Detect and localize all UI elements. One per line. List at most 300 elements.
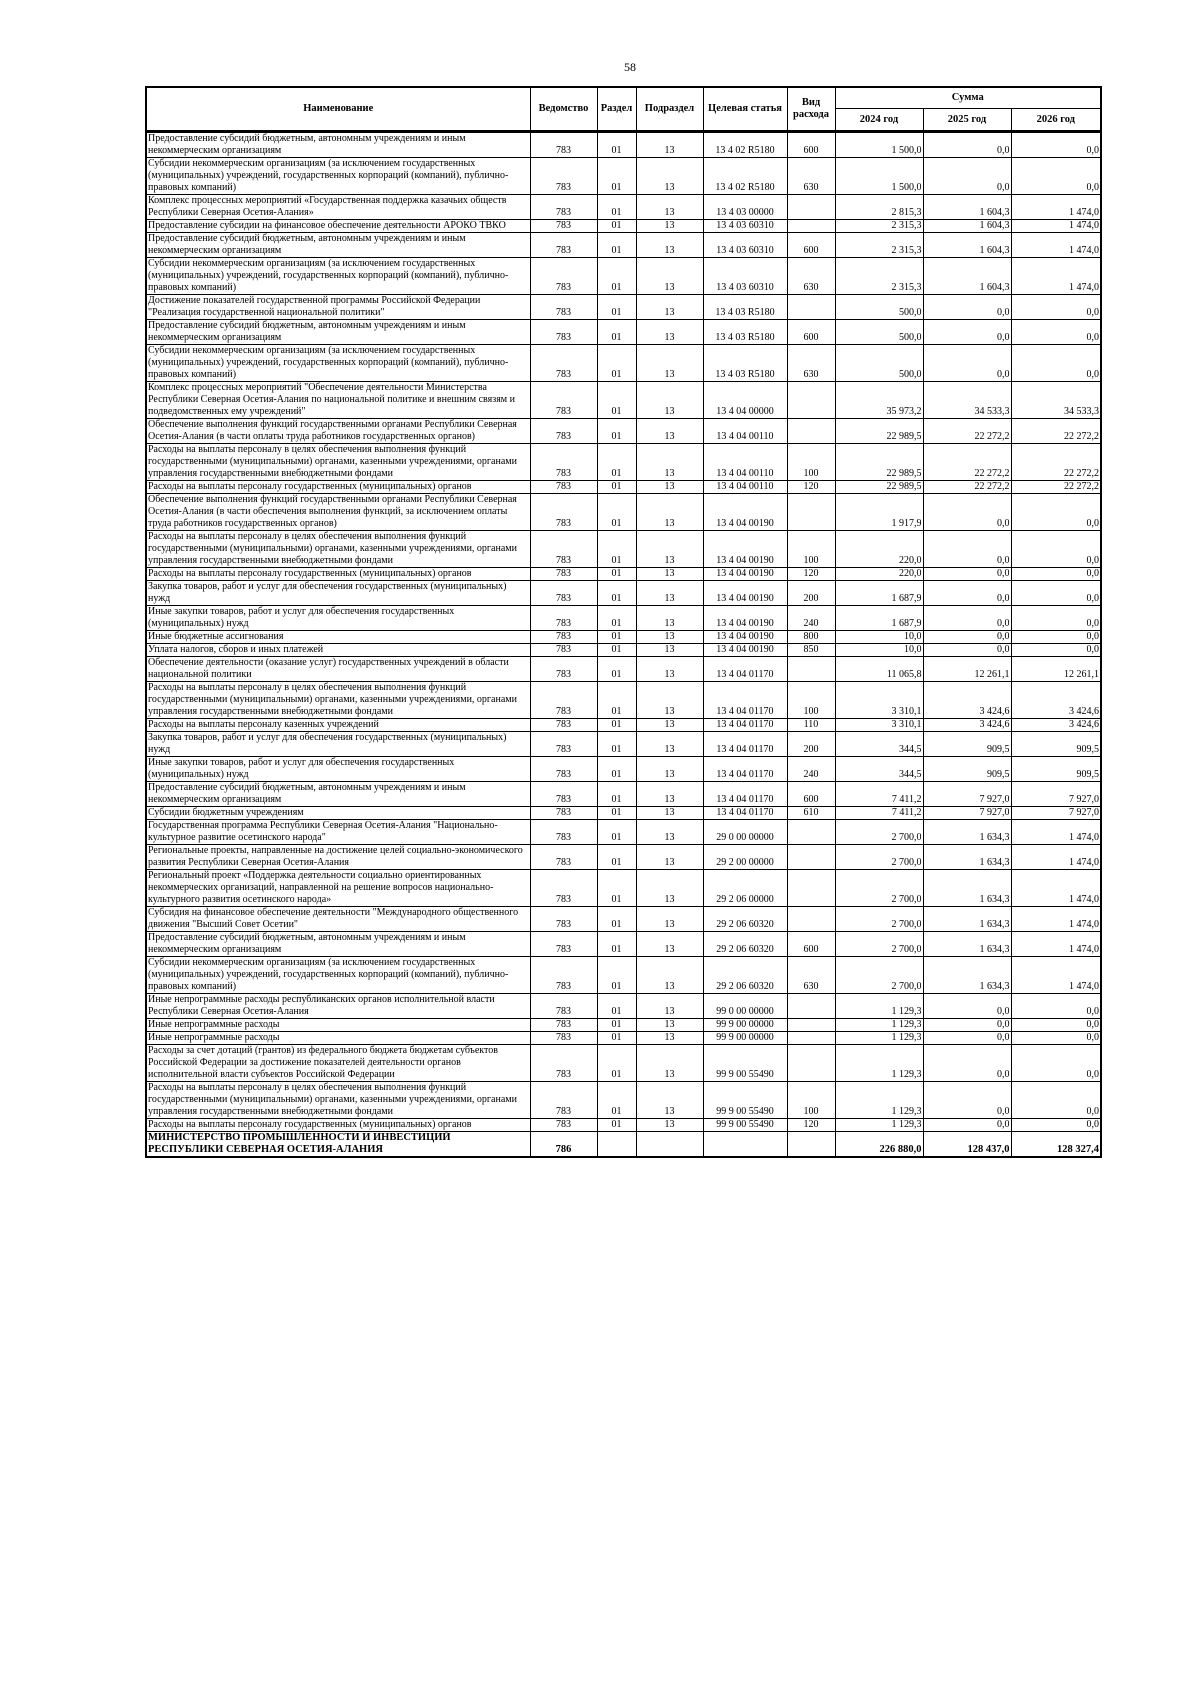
row-tselevaya: 13 4 02 R5180 [703,132,787,158]
row-sum-2024: 1 129,3 [835,994,923,1019]
row-podrazdel: 13 [636,732,703,757]
table-row [146,233,1101,258]
row-sum-2025: 0,0 [923,1119,1011,1132]
row-vedomstvo: 783 [530,233,597,258]
table-row [146,1045,1101,1082]
row-podrazdel: 13 [636,494,703,531]
row-tselevaya: 13 4 03 60310 [703,258,787,295]
row-tselevaya: 13 4 02 R5180 [703,158,787,195]
row-sum-2025: 7 927,0 [923,807,1011,820]
row-vid: 630 [787,957,835,994]
row-vedomstvo: 783 [530,845,597,870]
row-tselevaya: 99 9 00 00000 [703,1019,787,1032]
row-vid: 600 [787,932,835,957]
row-name: Субсидии бюджетным учреждениям [146,807,530,820]
row-razdel: 01 [597,757,636,782]
row-tselevaya: 29 2 00 00000 [703,845,787,870]
row-tselevaya: 13 4 04 00110 [703,444,787,481]
row-vid: 200 [787,581,835,606]
row-sum-2025: 0,0 [923,994,1011,1019]
row-vid [787,907,835,932]
table-row [146,220,1101,233]
row-tselevaya: 13 4 03 R5180 [703,345,787,382]
row-name: Расходы на выплаты персоналу в целях обеспечения выполнения функций государственными (муниципальными) органами, казенными учреждениями, органами управления государственными внебюджетными фондами [146,682,530,719]
row-sum-2024: 1 687,9 [835,606,923,631]
row-sum-2024: 11 065,8 [835,657,923,682]
row-tselevaya: 13 4 03 00000 [703,195,787,220]
row-sum-2026: 1 474,0 [1011,907,1101,932]
row-sum-2024: 1 687,9 [835,581,923,606]
row-razdel: 01 [597,845,636,870]
row-podrazdel: 13 [636,220,703,233]
row-vid [787,870,835,907]
row-podrazdel: 13 [636,568,703,581]
row-vid [787,1045,835,1082]
row-name: Расходы на выплаты персоналу казенных учреждений [146,719,530,732]
row-podrazdel: 13 [636,644,703,657]
row-razdel: 01 [597,158,636,195]
row-name: Обеспечение выполнения функций государственными органами Республики Северная Осетия-Алания (в части обеспечения выполнения функций, за исключением оплаты труда работников государственных органов) [146,494,530,531]
row-sum-2024: 1 129,3 [835,1082,923,1119]
row-vedomstvo: 783 [530,644,597,657]
row-razdel: 01 [597,195,636,220]
row-vedomstvo: 783 [530,807,597,820]
row-sum-2024: 2 315,3 [835,258,923,295]
row-vid: 800 [787,631,835,644]
row-tselevaya: 13 4 04 00190 [703,644,787,657]
row-tselevaya: 13 4 04 00110 [703,419,787,444]
row-sum-2025: 0,0 [923,320,1011,345]
row-name: Иные бюджетные ассигнования [146,631,530,644]
row-sum-2024: 344,5 [835,757,923,782]
row-tselevaya: 13 4 04 00190 [703,568,787,581]
row-sum-2025: 0,0 [923,531,1011,568]
row-tselevaya: 99 0 00 00000 [703,994,787,1019]
row-sum-2026: 3 424,6 [1011,682,1101,719]
row-podrazdel: 13 [636,1032,703,1045]
header-year-2025: 2025 год [923,109,1011,132]
row-podrazdel: 13 [636,1045,703,1082]
row-tselevaya: 13 4 04 00190 [703,494,787,531]
row-sum-2024: 7 411,2 [835,807,923,820]
row-name: Расходы на выплаты персоналу в целях обеспечения выполнения функций государственными (муниципальными) органами, казенными учреждениями, органами управления государственными внебюджетными фондами [146,1082,530,1119]
row-sum-2024: 2 700,0 [835,820,923,845]
row-sum-2024: 7 411,2 [835,782,923,807]
row-sum-2025: 1 634,3 [923,907,1011,932]
table-row [146,295,1101,320]
row-sum-2025: 0,0 [923,494,1011,531]
row-razdel: 01 [597,994,636,1019]
row-sum-2026: 34 533,3 [1011,382,1101,419]
row-sum-2025: 1 634,3 [923,820,1011,845]
table-row [146,682,1101,719]
row-sum-2026: 0,0 [1011,494,1101,531]
row-vid [787,994,835,1019]
row-sum-2026: 0,0 [1011,1045,1101,1082]
row-name: Субсидия на финансовое обеспечение деятельности "Международного общественного движения "Высший Совет Осетии" [146,907,530,932]
row-vid [787,845,835,870]
total-2025: 128 437,0 [923,1132,1011,1158]
row-name: Предоставление субсидий бюджетным, автономным учреждениям и иным некоммерческим организациям [146,320,530,345]
row-sum-2025: 22 272,2 [923,444,1011,481]
row-name: Расходы на выплаты персоналу государственных (муниципальных) органов [146,568,530,581]
row-sum-2025: 3 424,6 [923,719,1011,732]
total-row [146,1132,1101,1158]
total-vid [787,1132,835,1158]
row-podrazdel: 13 [636,531,703,568]
row-vedomstvo: 783 [530,382,597,419]
row-name: Региональные проекты, направленные на достижение целей социально-экономического развития Республики Северная Осетия-Алания [146,845,530,870]
row-podrazdel: 13 [636,1082,703,1119]
row-name: Расходы на выплаты персоналу в целях обеспечения выполнения функций государственными (муниципальными) органами, казенными учреждениями, органами управления государственными внебюджетными фондами [146,444,530,481]
table-row [146,957,1101,994]
row-razdel: 01 [597,1119,636,1132]
table-row [146,732,1101,757]
row-tselevaya: 13 4 04 01170 [703,682,787,719]
row-razdel: 01 [597,606,636,631]
row-sum-2025: 1 634,3 [923,932,1011,957]
row-name: Предоставление субсидий бюджетным, автономным учреждениям и иным некоммерческим организациям [146,932,530,957]
table-body [146,132,1101,1158]
header-razdel: Раздел [597,87,636,132]
row-tselevaya: 13 4 04 01170 [703,657,787,682]
row-sum-2025: 1 634,3 [923,870,1011,907]
row-vid: 610 [787,807,835,820]
row-sum-2026: 0,0 [1011,320,1101,345]
row-name: Предоставление субсидий бюджетным, автономным учреждениям и иным некоммерческим организациям [146,233,530,258]
row-name: Иные непрограммные расходы [146,1032,530,1045]
row-tselevaya: 99 9 00 55490 [703,1045,787,1082]
row-vedomstvo: 783 [530,195,597,220]
row-podrazdel: 13 [636,719,703,732]
row-name: Субсидии некоммерческим организациям (за исключением государственных (муниципальных) учреждений, государственных корпораций (компаний), публично-правовых компаний) [146,957,530,994]
row-vid: 120 [787,568,835,581]
row-sum-2026: 0,0 [1011,1119,1101,1132]
row-sum-2025: 1 604,3 [923,258,1011,295]
table-row [146,320,1101,345]
row-sum-2024: 1 917,9 [835,494,923,531]
row-sum-2026: 0,0 [1011,1032,1101,1045]
row-tselevaya: 13 4 04 00190 [703,631,787,644]
row-sum-2025: 1 634,3 [923,957,1011,994]
row-vedomstvo: 783 [530,132,597,158]
row-sum-2026: 1 474,0 [1011,258,1101,295]
row-tselevaya: 13 4 03 60310 [703,220,787,233]
row-vid: 100 [787,531,835,568]
row-vid [787,295,835,320]
row-sum-2025: 909,5 [923,732,1011,757]
row-podrazdel: 13 [636,419,703,444]
row-podrazdel: 13 [636,657,703,682]
row-vedomstvo: 783 [530,782,597,807]
table-row [146,258,1101,295]
total-podrazdel [636,1132,703,1158]
table-row [146,644,1101,657]
row-sum-2025: 0,0 [923,345,1011,382]
table-row [146,657,1101,682]
row-vedomstvo: 783 [530,682,597,719]
row-sum-2025: 0,0 [923,1019,1011,1032]
row-razdel: 01 [597,295,636,320]
row-sum-2025: 0,0 [923,568,1011,581]
row-tselevaya: 99 9 00 00000 [703,1032,787,1045]
row-razdel: 01 [597,631,636,644]
row-vedomstvo: 783 [530,994,597,1019]
row-razdel: 01 [597,932,636,957]
row-name: Уплата налогов, сборов и иных платежей [146,644,530,657]
row-name: Иные закупки товаров, работ и услуг для обеспечения государственных (муниципальных) нужд [146,757,530,782]
row-name: Расходы на выплаты персоналу государственных (муниципальных) органов [146,481,530,494]
row-podrazdel: 13 [636,782,703,807]
row-vid: 630 [787,158,835,195]
row-vid: 600 [787,782,835,807]
row-sum-2025: 909,5 [923,757,1011,782]
row-podrazdel: 13 [636,957,703,994]
row-razdel: 01 [597,782,636,807]
row-vid: 630 [787,258,835,295]
row-sum-2024: 2 700,0 [835,957,923,994]
row-sum-2024: 1 129,3 [835,1019,923,1032]
row-podrazdel: 13 [636,258,703,295]
row-sum-2025: 3 424,6 [923,682,1011,719]
row-vedomstvo: 783 [530,531,597,568]
row-tselevaya: 99 9 00 55490 [703,1082,787,1119]
row-podrazdel: 13 [636,382,703,419]
row-name: Иные непрограммные расходы [146,1019,530,1032]
row-name: Расходы на выплаты персоналу государственных (муниципальных) органов [146,1119,530,1132]
page-number: 58 [624,60,636,74]
row-podrazdel: 13 [636,581,703,606]
row-razdel: 01 [597,1082,636,1119]
row-vedomstvo: 783 [530,907,597,932]
row-podrazdel: 13 [636,820,703,845]
row-sum-2026: 1 474,0 [1011,220,1101,233]
row-vedomstvo: 783 [530,1082,597,1119]
row-sum-2025: 0,0 [923,295,1011,320]
row-vid [787,195,835,220]
row-vedomstvo: 783 [530,345,597,382]
row-podrazdel: 13 [636,907,703,932]
row-tselevaya: 99 9 00 55490 [703,1119,787,1132]
row-sum-2024: 3 310,1 [835,719,923,732]
row-tselevaya: 13 4 04 00110 [703,481,787,494]
row-razdel: 01 [597,568,636,581]
row-sum-2024: 10,0 [835,631,923,644]
header-year-2026: 2026 год [1011,109,1101,132]
row-vid: 120 [787,1119,835,1132]
row-name: Региональный проект «Поддержка деятельности социально ориентированных некоммерческих организаций, направленной на решение вопросов национально-культурного развития осетинского народа» [146,870,530,907]
row-sum-2024: 500,0 [835,295,923,320]
row-sum-2025: 1 604,3 [923,195,1011,220]
row-tselevaya: 13 4 04 00190 [703,531,787,568]
row-name: Предоставление субсидий бюджетным, автономным учреждениям и иным некоммерческим организациям [146,132,530,158]
row-tselevaya: 29 2 06 00000 [703,870,787,907]
row-razdel: 01 [597,870,636,907]
row-vedomstvo: 783 [530,932,597,957]
row-razdel: 01 [597,481,636,494]
row-razdel: 01 [597,1019,636,1032]
table-row [146,481,1101,494]
row-sum-2026: 0,0 [1011,568,1101,581]
row-podrazdel: 13 [636,606,703,631]
table-row [146,932,1101,957]
row-name: Иные закупки товаров, работ и услуг для обеспечения государственных (муниципальных) нужд [146,606,530,631]
table-row [146,807,1101,820]
table-row [146,606,1101,631]
row-tselevaya: 29 2 06 60320 [703,957,787,994]
row-sum-2026: 12 261,1 [1011,657,1101,682]
total-name: МИНИСТЕРСТВО ПРОМЫШЛЕННОСТИ И ИНВЕСТИЦИЙ РЕСПУБЛИКИ СЕВЕРНАЯ ОСЕТИЯ-АЛАНИЯ [146,1132,530,1158]
row-name: Закупка товаров, работ и услуг для обеспечения государственных (муниципальных) нужд [146,581,530,606]
row-sum-2026: 909,5 [1011,757,1101,782]
header-tselevaya-statya: Целевая статья [703,87,787,132]
row-tselevaya: 13 4 04 01170 [703,782,787,807]
row-sum-2026: 909,5 [1011,732,1101,757]
row-vid [787,494,835,531]
row-razdel: 01 [597,531,636,568]
row-vid: 600 [787,233,835,258]
total-razdel [597,1132,636,1158]
row-razdel: 01 [597,419,636,444]
row-vid [787,657,835,682]
row-vedomstvo: 783 [530,295,597,320]
row-tselevaya: 13 4 04 00190 [703,606,787,631]
row-sum-2025: 22 272,2 [923,481,1011,494]
row-tselevaya: 13 4 03 R5180 [703,320,787,345]
row-sum-2026: 0,0 [1011,606,1101,631]
row-sum-2025: 34 533,3 [923,382,1011,419]
row-vid: 110 [787,719,835,732]
row-razdel: 01 [597,1032,636,1045]
row-sum-2026: 22 272,2 [1011,444,1101,481]
row-sum-2024: 220,0 [835,531,923,568]
row-sum-2024: 2 700,0 [835,907,923,932]
row-name: Расходы на выплаты персоналу в целях обеспечения выполнения функций государственными (муниципальными) органами, казенными учреждениями, органами управления государственными внебюджетными фондами [146,531,530,568]
table-row [146,1082,1101,1119]
row-vid [787,419,835,444]
row-vedomstvo: 783 [530,444,597,481]
row-podrazdel: 13 [636,444,703,481]
total-2026: 128 327,4 [1011,1132,1101,1158]
table-row [146,994,1101,1019]
row-vid: 630 [787,345,835,382]
row-sum-2024: 22 989,5 [835,444,923,481]
row-sum-2025: 0,0 [923,606,1011,631]
total-vedomstvo: 786 [530,1132,597,1158]
table-row [146,757,1101,782]
row-sum-2025: 0,0 [923,581,1011,606]
row-podrazdel: 13 [636,481,703,494]
row-sum-2026: 0,0 [1011,631,1101,644]
row-vedomstvo: 783 [530,481,597,494]
row-sum-2025: 0,0 [923,1045,1011,1082]
row-sum-2026: 1 474,0 [1011,233,1101,258]
row-vid: 240 [787,757,835,782]
row-sum-2024: 1 500,0 [835,158,923,195]
row-vedomstvo: 783 [530,1119,597,1132]
row-vedomstvo: 783 [530,820,597,845]
row-vedomstvo: 783 [530,1032,597,1045]
row-vid: 120 [787,481,835,494]
table-row [146,195,1101,220]
row-vid: 200 [787,732,835,757]
row-vid: 600 [787,132,835,158]
row-tselevaya: 13 4 04 00000 [703,382,787,419]
table-row [146,845,1101,870]
row-podrazdel: 13 [636,994,703,1019]
budget-table [145,86,1102,1158]
row-name: Комплекс процессных мероприятий "Обеспечение деятельности Министерства Республики Северная Осетия-Алания по национальной политике и внешним связям и подведомственных ему учреждений" [146,382,530,419]
row-razdel: 01 [597,494,636,531]
row-vedomstvo: 783 [530,494,597,531]
row-podrazdel: 13 [636,631,703,644]
header-year-2024: 2024 год [835,109,923,132]
table-row [146,531,1101,568]
row-razdel: 01 [597,132,636,158]
row-sum-2026: 3 424,6 [1011,719,1101,732]
row-podrazdel: 13 [636,233,703,258]
row-name: Предоставление субсидии на финансовое обеспечение деятельности АРОКО ТВКО [146,220,530,233]
table-row [146,870,1101,907]
row-sum-2026: 1 474,0 [1011,932,1101,957]
row-sum-2026: 7 927,0 [1011,782,1101,807]
row-name: Достижение показателей государственной программы Российской Федерации "Реализация государственной национальной политики" [146,295,530,320]
row-sum-2024: 1 129,3 [835,1045,923,1082]
row-sum-2025: 1 634,3 [923,845,1011,870]
row-vid [787,1032,835,1045]
row-vedomstvo: 783 [530,419,597,444]
row-sum-2026: 1 474,0 [1011,870,1101,907]
row-sum-2024: 2 815,3 [835,195,923,220]
row-vid: 240 [787,606,835,631]
row-razdel: 01 [597,657,636,682]
table-row [146,719,1101,732]
row-podrazdel: 13 [636,345,703,382]
row-sum-2024: 500,0 [835,345,923,382]
table-row [146,568,1101,581]
row-tselevaya: 13 4 04 01170 [703,732,787,757]
table-row [146,444,1101,481]
table-row [146,1032,1101,1045]
row-razdel: 01 [597,957,636,994]
row-tselevaya: 13 4 04 01170 [703,757,787,782]
row-vid: 600 [787,320,835,345]
header-vedomstvo: Ведомство [530,87,597,132]
row-razdel: 01 [597,807,636,820]
row-vid [787,220,835,233]
row-podrazdel: 13 [636,757,703,782]
row-sum-2024: 2 315,3 [835,220,923,233]
row-name: Иные непрограммные расходы республиканских органов исполнительной власти Республики Северная Осетия-Алания [146,994,530,1019]
row-podrazdel: 13 [636,1019,703,1032]
row-sum-2025: 0,0 [923,631,1011,644]
row-sum-2026: 7 927,0 [1011,807,1101,820]
row-sum-2025: 0,0 [923,132,1011,158]
row-vid [787,382,835,419]
header-podrazdel: Подраздел [636,87,703,132]
row-sum-2024: 10,0 [835,644,923,657]
row-vedomstvo: 783 [530,870,597,907]
row-sum-2025: 7 927,0 [923,782,1011,807]
row-sum-2025: 0,0 [923,1082,1011,1119]
row-vid [787,1019,835,1032]
row-tselevaya: 29 2 06 60320 [703,907,787,932]
row-tselevaya: 13 4 04 01170 [703,807,787,820]
row-name: Субсидии некоммерческим организациям (за исключением государственных (муниципальных) учреждений, государственных корпораций (компаний), публично-правовых компаний) [146,258,530,295]
row-sum-2024: 35 973,2 [835,382,923,419]
row-vedomstvo: 783 [530,732,597,757]
row-razdel: 01 [597,820,636,845]
